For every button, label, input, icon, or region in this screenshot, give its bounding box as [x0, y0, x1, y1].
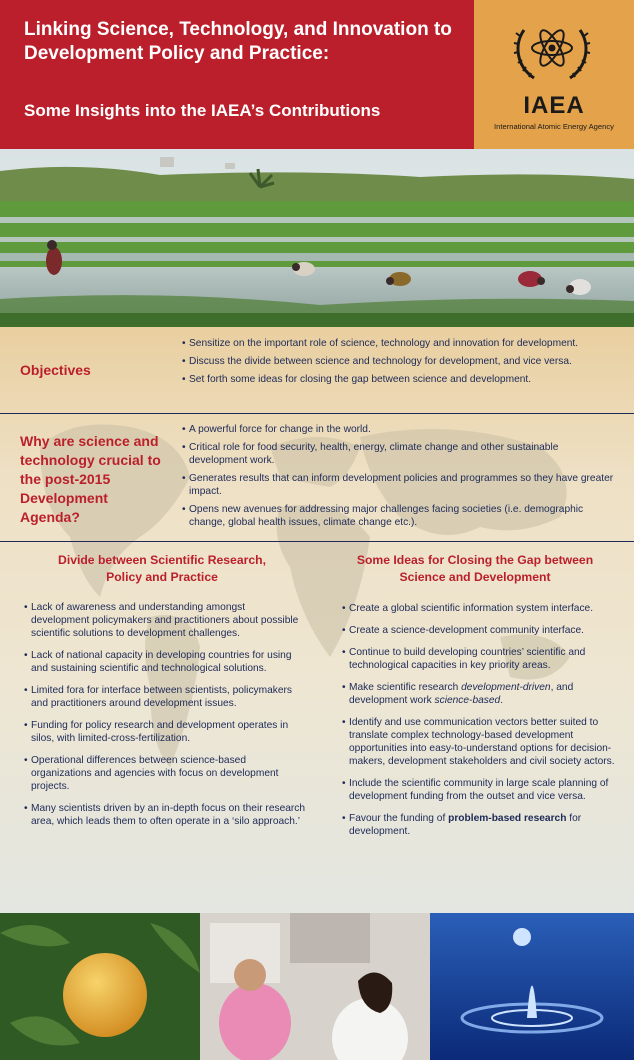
objectives-label: Objectives [20, 362, 91, 378]
list-item: • Generates results that can inform development policies and programmes so they have greater impact. [182, 472, 618, 498]
list-item: • Favour the funding of problem-based research for development. [342, 812, 618, 838]
list-item: • Make scientific research development-driven, and development work science-based. [342, 681, 618, 707]
list-item: • Identify and use communication vectors better suited to translate complex technology-based development opportunities into easy-to-understand options for decision-makers, development stakeholders and civil society actors. [342, 716, 618, 768]
list-item: • Limited fora for interface between scientists, policymakers and practitioners around development issues. [24, 684, 306, 710]
why-label: Why are science and technology crucial to the post-2015 Development Agenda? [20, 433, 161, 525]
section-divider [0, 413, 634, 414]
section-divider [0, 541, 634, 542]
header-title-panel [0, 0, 474, 149]
list-item: • Create a global scientific information system interface. [342, 602, 618, 615]
list-item: • Opens new avenues for addressing major challenges facing societies (i.e. demographic change, global health issues, climate change etc.). [182, 503, 618, 529]
logo-wordmark: IAEA [523, 92, 585, 119]
list-item: • Set forth some ideas for closing the gap between science and development. [182, 373, 618, 386]
list-item: • A powerful force for change in the world. [182, 423, 618, 436]
list-item: • Discuss the divide between science and technology for development, and vice versa. [182, 355, 618, 368]
list-item: • Funding for policy research and development operates in silos, with limited-cross-fertilization. [24, 719, 306, 745]
why-list [182, 423, 618, 534]
list-item: • Operational differences between science-based organizations and agencies with focus on development projects. [24, 754, 306, 793]
bottom-photo-strip [0, 913, 634, 1060]
logo-subtitle: International Atomic Energy Agency [494, 122, 614, 131]
list-item: • Lack of awareness and understanding amongst development policymakers and practitioners about possible scientific solutions to development challenges. [24, 601, 306, 640]
list-item: • Sensitize on the important role of science, technology and innovation for development. [182, 337, 618, 350]
content-panel [0, 327, 634, 913]
divide-list [24, 601, 306, 837]
list-item: • Include the scientific community in large scale planning of development funding from the outset and vice versa. [342, 777, 618, 803]
list-item: • Continue to build developing countries’ scientific and technological capacities in key priority areas. [342, 646, 618, 672]
header-banner [0, 0, 634, 149]
list-item: • Lack of national capacity in developing countries for using and sustaining scientific and technological solutions. [24, 649, 306, 675]
divide-column-title: Divide between Scientific Research, Policy and Practice [58, 553, 266, 584]
iaea-atom-logo-icon [510, 16, 594, 86]
objectives-list [182, 337, 618, 391]
list-item: • Create a science-development community interface. [342, 624, 618, 637]
rice-field-photo [0, 149, 634, 327]
ideas-column-title: Some Ideas for Closing the Gap between Science and Development [356, 553, 594, 584]
page-title: Linking Science, Technology, and Innovation to Development Policy and Practice: [24, 19, 452, 64]
list-item: • Critical role for food security, health, energy, climate change and other sustainable development work. [182, 441, 618, 467]
ideas-list [342, 602, 618, 847]
page-subtitle: Some Insights into the IAEA’s Contributions [24, 101, 381, 120]
list-item: • Many scientists driven by an in-depth focus on their research area, which leads them to often operate in a ‘silo approach.’ [24, 802, 306, 828]
